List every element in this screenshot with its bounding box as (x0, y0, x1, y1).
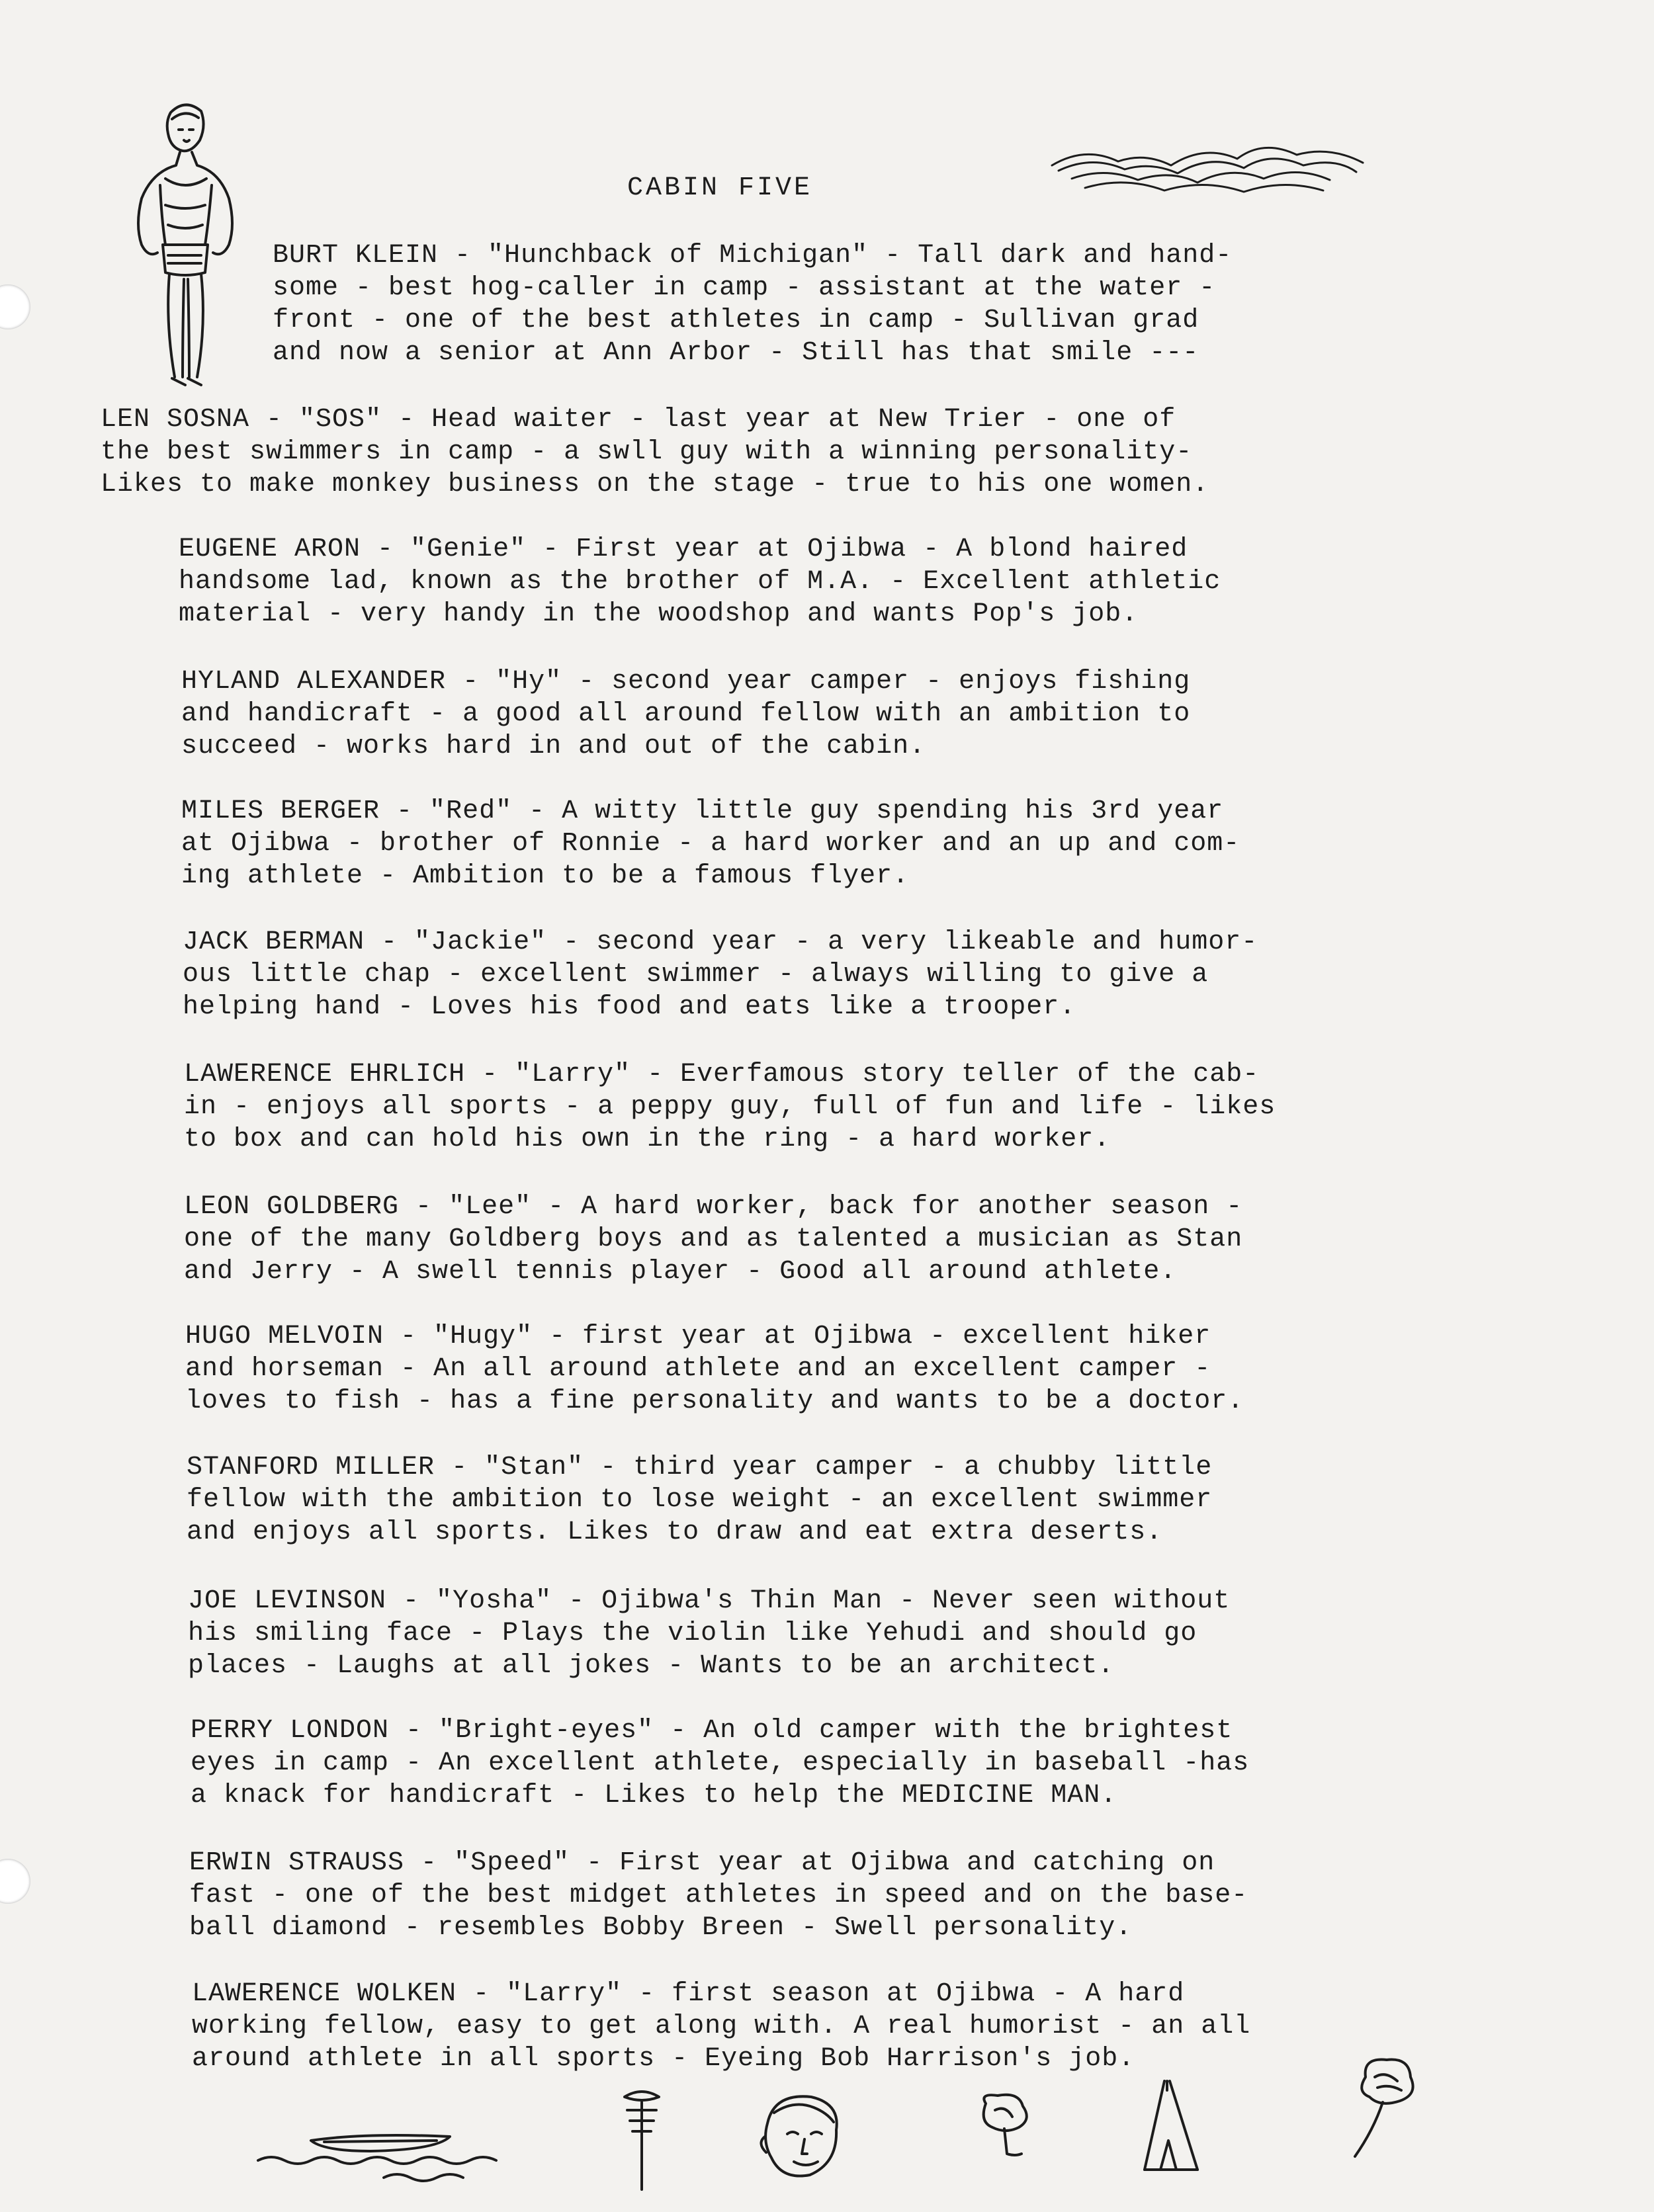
entry-line: around athlete in all sports - Eyeing Bob Harrison's job. (192, 2044, 1135, 2074)
entry-line: LEON GOLDBERG - "Lee" - A hard worker, back for another season - (184, 1192, 1243, 1222)
entry-burt-klein (273, 239, 1232, 369)
entry-line: his smiling face - Plays the violin like Yehudi and should go (188, 1619, 1197, 1648)
entry-line: and Jerry - A swell tennis player - Good all around athlete. (184, 1257, 1177, 1287)
entry-line: EUGENE ARON - "Genie" - First year at Ojibwa - A blond haired (179, 534, 1188, 564)
totem-pole-icon (615, 2084, 668, 2196)
tree-blossom-icon (1336, 2051, 1429, 2163)
entry-line: some - best hog-caller in camp - assistant at the water - (273, 273, 1216, 303)
entry-line: fast - one of the best midget athletes in speed and on the base- (189, 1881, 1248, 1910)
entry-lawerence-ehrlich (184, 1058, 1276, 1156)
entry-line: MILES BERGER - "Red" - A witty little guy spending his 3rd year (181, 796, 1224, 826)
entry-line: in - enjoys all sports - a peppy guy, full of fun and life - likes (184, 1092, 1276, 1122)
muscleman-figure-icon (119, 99, 251, 404)
entry-line: JACK BERMAN - "Jackie" - second year - a very likeable and humor- (183, 927, 1258, 957)
entry-line: LAWERENCE EHRLICH - "Larry" - Everfamous story teller of the cab- (184, 1060, 1260, 1089)
entry-line: working fellow, easy to get along with. A real humorist - an all (192, 2012, 1251, 2041)
entry-line: helping hand - Loves his food and eats like a trooper. (183, 992, 1076, 1022)
entry-line: ball diamond - resembles Bobby Breen - Swell personality. (189, 1913, 1133, 1943)
entry-line: and enjoys all sports. Likes to draw and eat extra deserts. (187, 1517, 1163, 1547)
entry-stanford-miller (187, 1451, 1212, 1549)
boy-face-icon (748, 2084, 853, 2190)
punch-hole-bottom (0, 1859, 30, 1904)
entry-joe-levinson (188, 1585, 1230, 1682)
entry-line: a knack for handicraft - Likes to help the MEDICINE MAN. (191, 1781, 1117, 1810)
entry-line: handsome lad, known as the brother of M.A. - Excellent athletic (179, 567, 1221, 597)
entry-len-sosna (101, 404, 1209, 501)
entry-line: Likes to make monkey business on the stage - true to his one women. (101, 470, 1209, 499)
entry-line: JOE LEVINSON - "Yosha" - Ojibwa's Thin Man - Never seen without (188, 1586, 1231, 1616)
entry-line: one of the many Goldberg boys and as talented a musician as Stan (184, 1224, 1243, 1254)
entry-hugo-melvoin (185, 1320, 1244, 1418)
entry-line: HYLAND ALEXANDER - "Hy" - second year camper - enjoys fishing (181, 667, 1191, 697)
entry-jack-berman (183, 926, 1258, 1023)
entry-line: fellow with the ambition to lose weight - an excellent swimmer (187, 1485, 1213, 1515)
page-title: CABIN FIVE (627, 173, 813, 203)
entry-line: LEN SOSNA - "SOS" - Head waiter - last year at New Trier - one of (101, 405, 1176, 435)
entry-line: PERRY LONDON - "Bright-eyes" - An old camper with the brightest (191, 1716, 1233, 1746)
entry-line: to box and can hold his own in the ring - a hard worker. (184, 1125, 1111, 1154)
entry-line: at Ojibwa - brother of Ronnie - a hard worker and an up and com- (181, 829, 1240, 859)
entry-line: STANFORD MILLER - "Stan" - third year camper - a chubby little (187, 1453, 1213, 1482)
entry-line: the best swimmers in camp - a swll guy with a winning personality- (101, 437, 1193, 467)
cloud-scribble-icon (1045, 132, 1376, 205)
entry-line: places - Laughs at all jokes - Wants to be an architect. (188, 1651, 1115, 1681)
tree-icon (966, 2090, 1039, 2170)
entry-line: ous little chap - excellent swimmer - always willing to give a (183, 960, 1209, 990)
punch-hole-top (0, 284, 30, 329)
teepee-icon (1131, 2077, 1211, 2176)
entry-eugene-aron (179, 533, 1221, 630)
entry-lawerence-wolken (192, 1978, 1250, 2075)
entry-hyland-alexander (181, 665, 1190, 763)
entry-line: material - very handy in the woodshop and wants Pop's job. (179, 599, 1139, 629)
canoe-on-water-icon (251, 2117, 529, 2190)
entry-line: eyes in camp - An excellent athlete, especially in baseball -has (191, 1748, 1250, 1778)
entry-line: loves to fish - has a fine personality and wants to be a doctor. (185, 1386, 1244, 1416)
entry-line: ing athlete - Ambition to be a famous flyer. (181, 861, 910, 891)
entry-leon-goldberg (184, 1191, 1242, 1288)
entry-line: and now a senior at Ann Arbor - Still has that smile --- (273, 338, 1199, 368)
entry-line: front - one of the best athletes in camp - Sullivan grad (273, 306, 1199, 335)
entry-miles-berger (181, 795, 1240, 892)
entry-erwin-strauss (189, 1847, 1248, 1944)
entry-line: LAWERENCE WOLKEN - "Larry" - first season at Ojibwa - A hard (192, 1979, 1185, 2009)
entry-line: HUGO MELVOIN - "Hugy" - first year at Ojibwa - excellent hiker (185, 1322, 1211, 1351)
entry-perry-london (191, 1715, 1249, 1812)
entry-line: and handicraft - a good all around fellow with an ambition to (181, 699, 1191, 729)
entry-line: ERWIN STRAUSS - "Speed" - First year at Ojibwa and catching on (189, 1848, 1215, 1878)
entry-line: and horseman - An all around athlete and an excellent camper - (185, 1354, 1211, 1384)
entry-line: BURT KLEIN - "Hunchback of Michigan" - Tall dark and hand- (273, 241, 1233, 271)
entry-line: succeed - works hard in and out of the cabin. (181, 732, 926, 761)
